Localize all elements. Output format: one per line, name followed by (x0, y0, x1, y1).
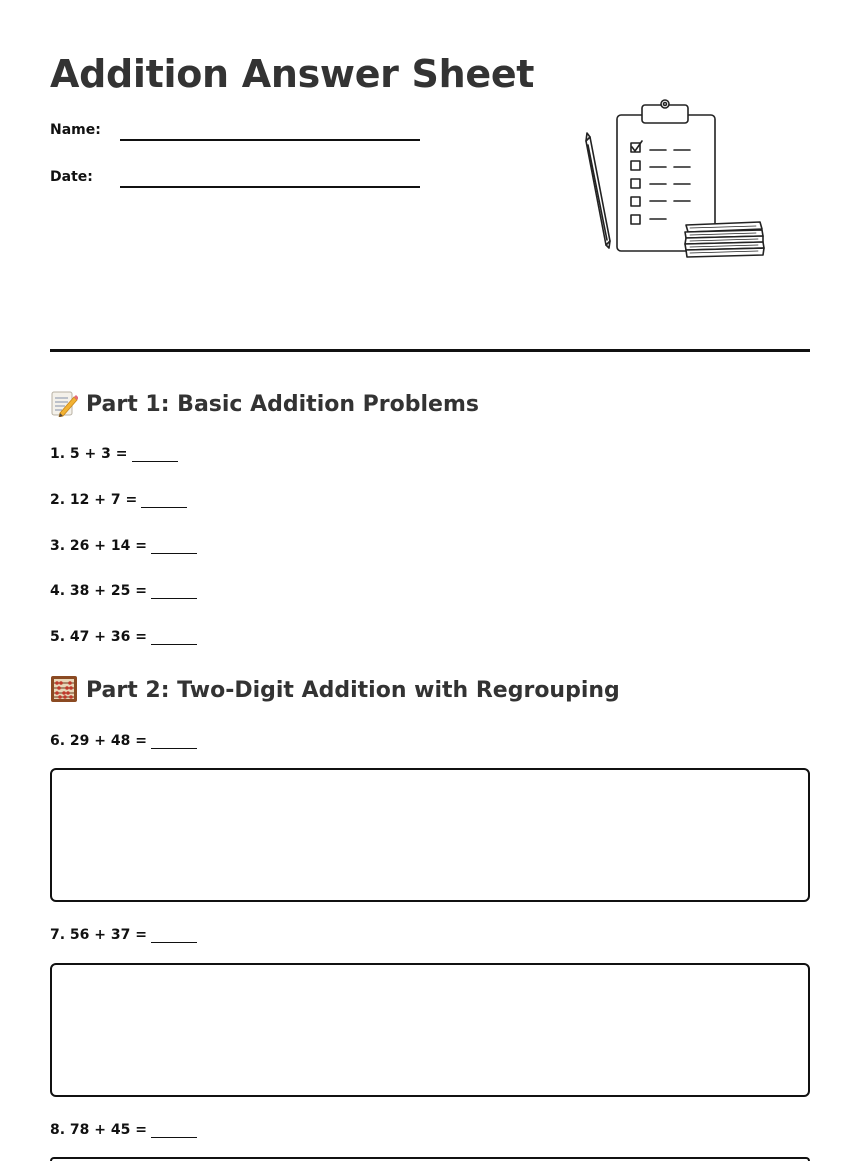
problem-4 (50, 581, 197, 601)
problem-3-answer-blank[interactable] (151, 539, 197, 554)
problem-8-answer-blank[interactable] (151, 1123, 197, 1138)
memo-pencil-icon (50, 389, 78, 417)
problem-6-work-area[interactable] (50, 768, 810, 902)
problem-7 (50, 925, 197, 945)
problem-3 (50, 536, 197, 556)
problem-2-answer-blank[interactable] (141, 493, 187, 508)
problem-7-work-area[interactable] (50, 963, 810, 1097)
problem-6 (50, 731, 197, 751)
problem-7-answer-blank[interactable] (151, 928, 197, 943)
problem-6-answer-blank[interactable] (151, 734, 197, 749)
date-field-row (50, 165, 430, 189)
part1-heading-text: Part 1: Basic Addition Problems (86, 392, 479, 417)
part1-heading (50, 389, 479, 420)
problem-5-text: 5. 47 + 36 = (50, 629, 147, 645)
header-divider (50, 349, 810, 352)
problem-3-text: 3. 26 + 14 = (50, 538, 147, 554)
problem-1 (50, 444, 178, 464)
problem-6-text: 6. 29 + 48 = (50, 733, 147, 749)
problem-5-answer-blank[interactable] (151, 630, 197, 645)
problem-5 (50, 627, 197, 647)
clipboard-checklist-icon (580, 95, 770, 265)
name-input-line[interactable] (120, 139, 420, 141)
problem-2-text: 2. 12 + 7 = (50, 492, 138, 508)
part2-heading (50, 675, 620, 706)
problem-4-answer-blank[interactable] (151, 584, 197, 599)
date-label: Date: (50, 169, 93, 185)
problem-4-text: 4. 38 + 25 = (50, 583, 147, 599)
name-field-row (50, 118, 430, 142)
problem-1-answer-blank[interactable] (132, 447, 178, 462)
problem-8-text: 8. 78 + 45 = (50, 1122, 147, 1138)
part2-heading-text: Part 2: Two-Digit Addition with Regrouping (86, 678, 620, 703)
problem-2 (50, 490, 187, 510)
date-input-line[interactable] (120, 186, 420, 188)
problem-1-text: 1. 5 + 3 = (50, 446, 128, 462)
problem-8 (50, 1120, 197, 1140)
problem-7-text: 7. 56 + 37 = (50, 927, 147, 943)
name-label: Name: (50, 122, 101, 138)
problem-8-work-area[interactable] (50, 1157, 810, 1161)
page-title: Addition Answer Sheet (50, 52, 535, 96)
abacus-icon (50, 675, 78, 703)
